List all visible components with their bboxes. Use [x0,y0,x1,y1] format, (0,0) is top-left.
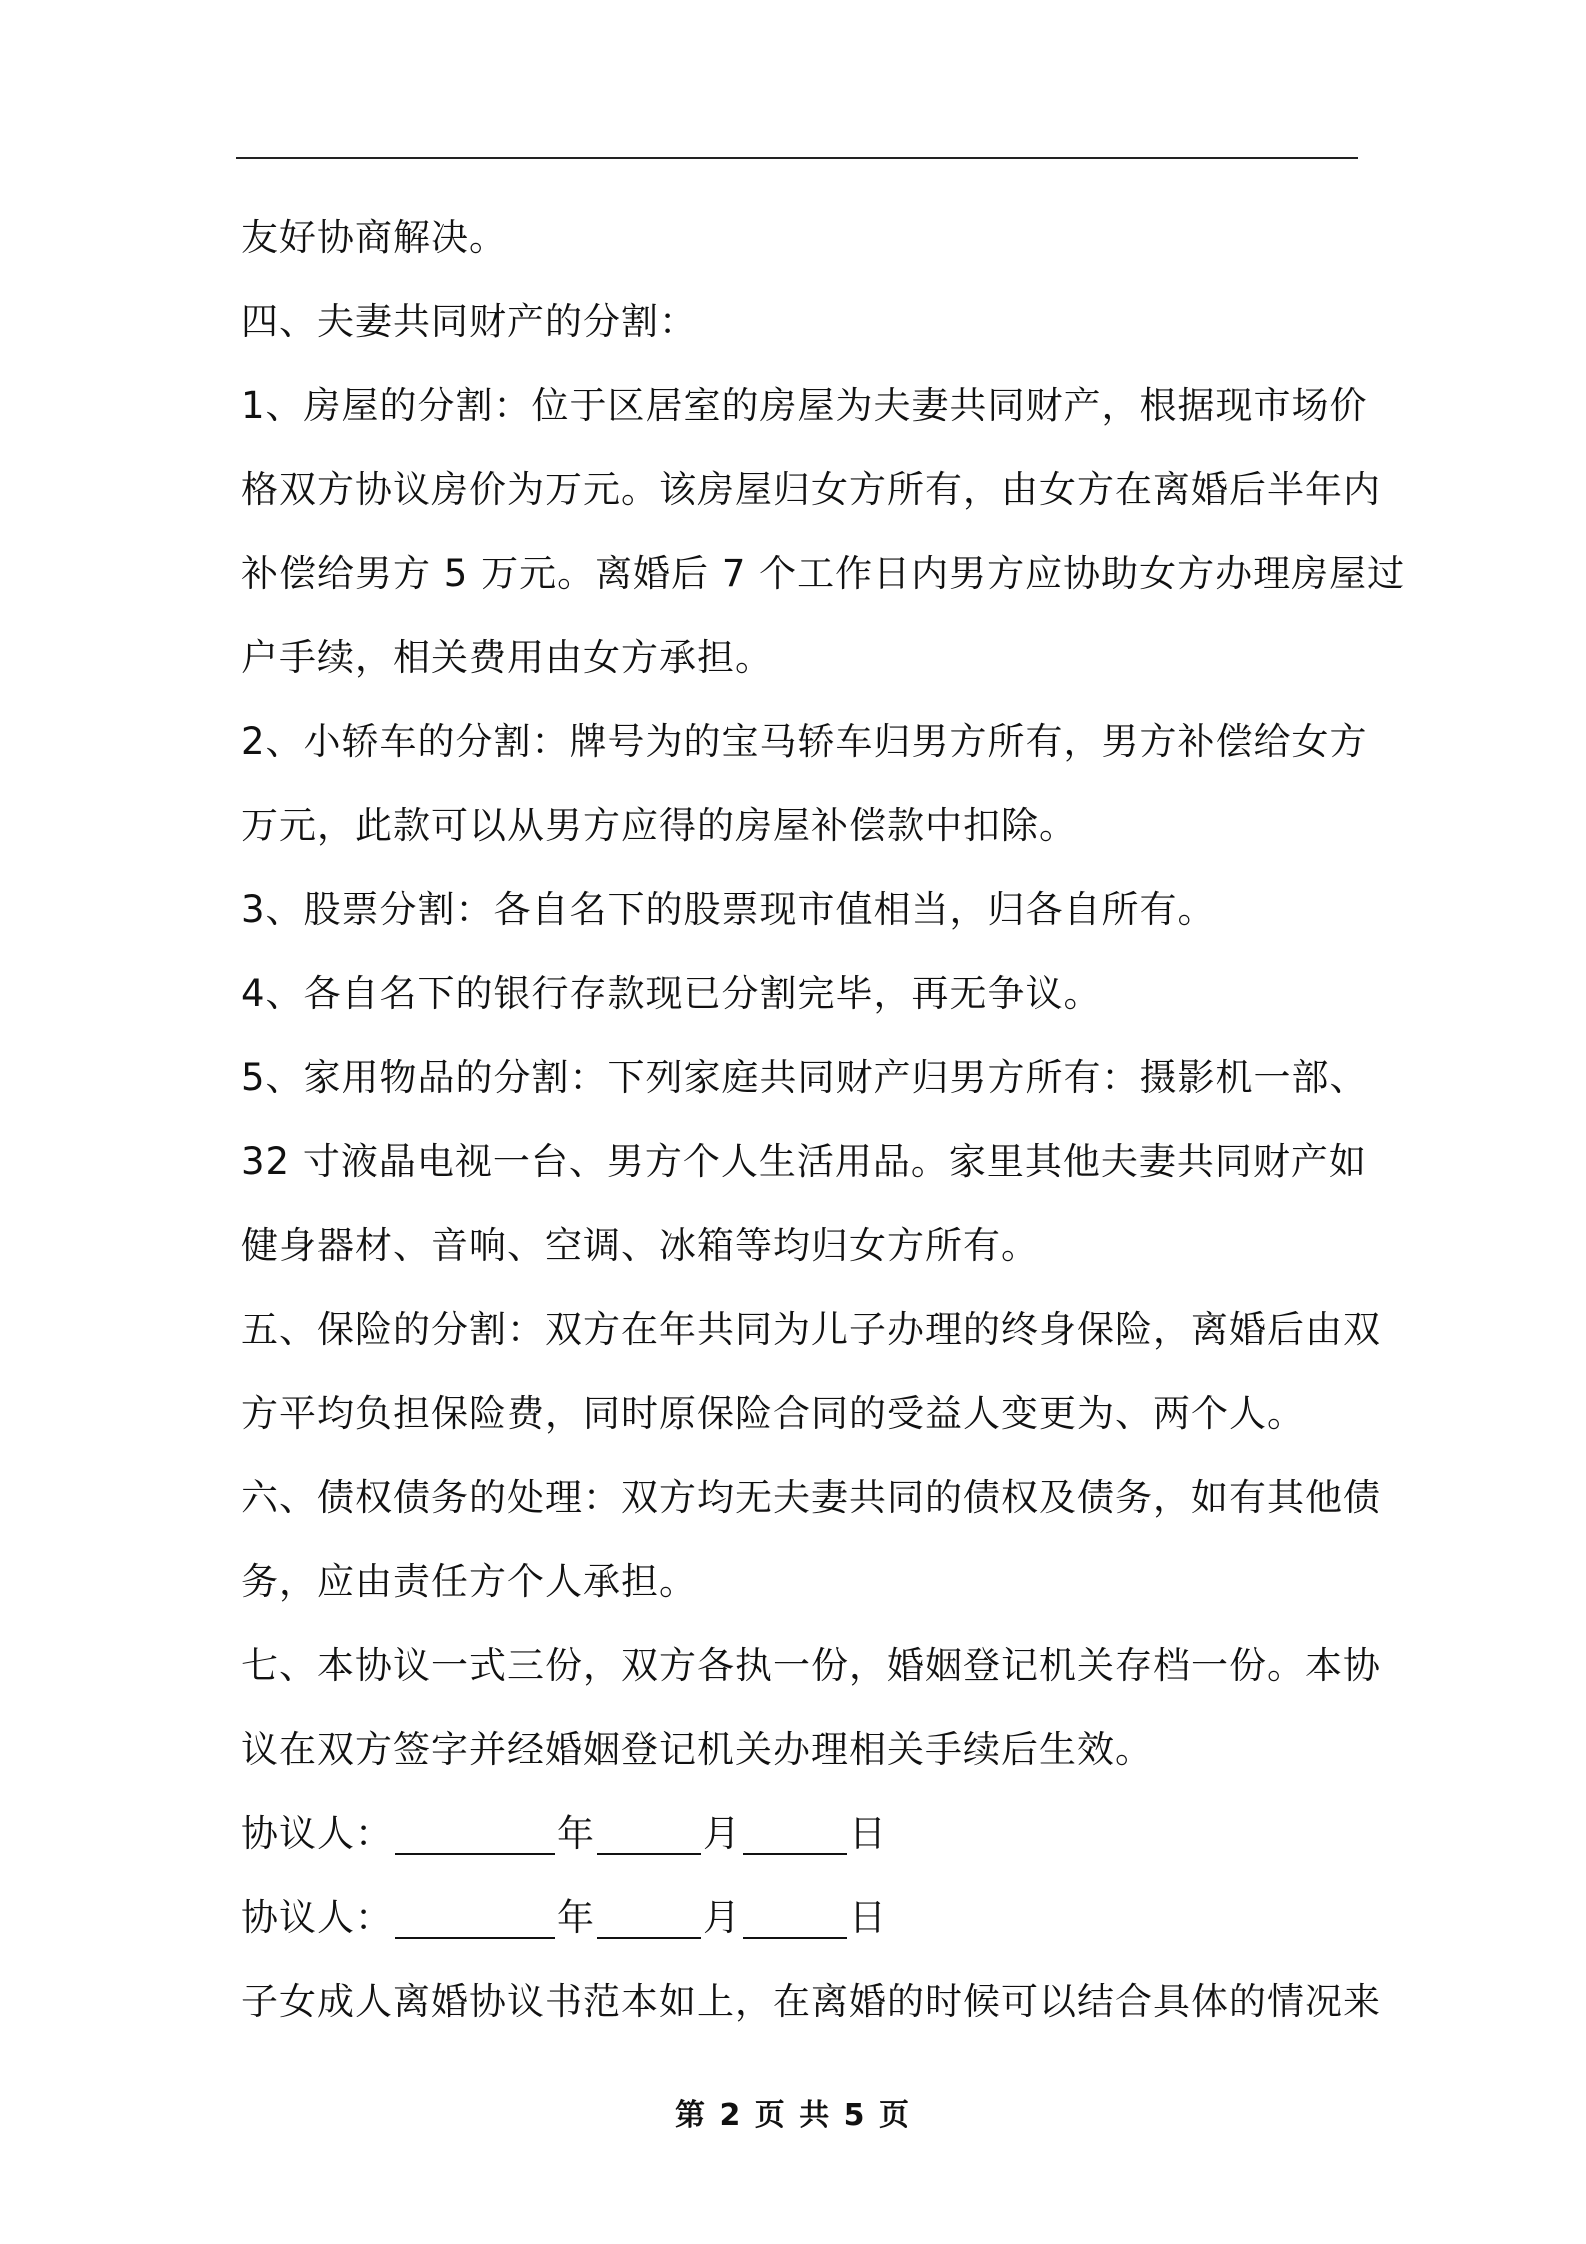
closing-line: 子女成人离婚协议书范本如上，在离婚的时候可以结合具体的情况来 [241,1980,1381,2023]
paragraph-line: 3、股票分割：各自名下的股票现市值相当，归各自所有。 [241,888,1216,931]
paragraph-line: 户手续，相关费用由女方承担。 [241,636,773,679]
signature-label: 协议人： [241,1812,393,1855]
paragraph-line: 补偿给男方 5 万元。离婚后 7 个工作日内男方应协助女方办理房屋过 [241,552,1406,595]
signature-blank[interactable] [395,1897,555,1939]
paragraph-line: 六、债权债务的处理：双方均无夫妻共同的债权及债务，如有其他债 [241,1476,1381,1519]
paragraph-line: 友好协商解决。 [241,216,507,259]
signature-line [241,1876,1356,1960]
paragraph-line: 万元，此款可以从男方应得的房屋补偿款中扣除。 [241,804,1077,847]
day-blank[interactable] [743,1813,847,1855]
year-label: 年 [557,1896,595,1939]
paragraph-line: 健身器材、音响、空调、冰箱等均归女方所有。 [241,1224,1039,1267]
header-rule [236,157,1358,159]
month-label: 月 [703,1896,741,1939]
paragraph-line: 格双方协议房价为万元。该房屋归女方所有，由女方在离婚后半年内 [241,468,1381,511]
month-label: 月 [703,1812,741,1855]
signature-blank[interactable] [395,1813,555,1855]
paragraph-line: 2、小轿车的分割：牌号为的宝马轿车归男方所有，男方补偿给女方 [241,720,1368,763]
section-heading: 四、夫妻共同财产的分割： [241,300,697,343]
paragraph-line: 32 寸液晶电视一台、男方个人生活用品。家里其他夫妻共同财产如 [241,1140,1367,1183]
day-blank[interactable] [743,1897,847,1939]
signature-label: 协议人： [241,1896,393,1939]
page-indicator: 第 2 页 共 5 页 [675,2098,911,2133]
paragraph-line: 5、家用物品的分割：下列家庭共同财产归男方所有：摄影机一部、 [241,1056,1368,1099]
paragraph-line: 方平均负担保险费，同时原保险合同的受益人变更为、两个人。 [241,1392,1305,1435]
signature-line [241,1792,1356,1876]
month-blank[interactable] [597,1813,701,1855]
year-label: 年 [557,1812,595,1855]
month-blank[interactable] [597,1897,701,1939]
paragraph-line: 七、本协议一式三份，双方各执一份，婚姻登记机关存档一份。本协 [241,1644,1381,1687]
day-label: 日 [849,1896,887,1939]
paragraph-line: 4、各自名下的银行存款现已分割完毕，再无争议。 [241,972,1102,1015]
paragraph-line: 务，应由责任方个人承担。 [241,1560,697,1603]
paragraph-line: 1、房屋的分割：位于区居室的房屋为夫妻共同财产，根据现市场价 [241,384,1368,427]
day-label: 日 [849,1812,887,1855]
document-body [241,196,1406,2044]
paragraph-line: 五、保险的分割：双方在年共同为儿子办理的终身保险，离婚后由双 [241,1308,1381,1351]
paragraph-line: 议在双方签字并经婚姻登记机关办理相关手续后生效。 [241,1728,1153,1771]
